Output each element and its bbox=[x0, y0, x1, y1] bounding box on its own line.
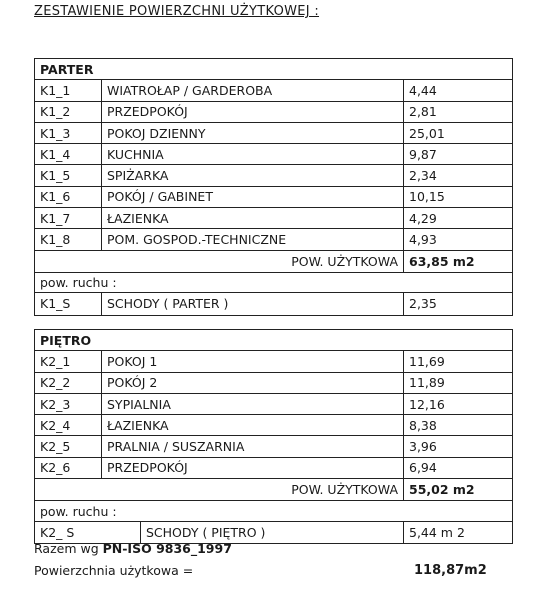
room-name: PRALNIA / SUSZARNIA bbox=[102, 436, 404, 456]
room-id: K2_4 bbox=[35, 415, 102, 435]
total-value: 118,87m2 bbox=[414, 563, 487, 578]
room-name: ŁAZIENKA bbox=[102, 208, 404, 228]
room-area: 4,93 bbox=[409, 232, 437, 248]
room-id: K1_1 bbox=[35, 80, 102, 100]
ruch-label: pow. ruchu : bbox=[40, 503, 117, 519]
room-id: K2_3 bbox=[35, 394, 102, 414]
room-area: 9,87 bbox=[409, 146, 437, 162]
table-row bbox=[35, 351, 512, 372]
room-area: 12,16 bbox=[409, 396, 445, 412]
table-row bbox=[35, 394, 512, 415]
room-name: POM. GOSPOD.-TECHNICZNE bbox=[102, 229, 404, 249]
room-name: ŁAZIENKA bbox=[102, 415, 404, 435]
room-area: 10,15 bbox=[409, 189, 445, 205]
ruch-label-row bbox=[35, 272, 512, 293]
total-label: Powierzchnia użytkowa = bbox=[34, 563, 194, 578]
room-area: 4,44 bbox=[409, 82, 437, 98]
parter-header: PARTER bbox=[40, 61, 94, 77]
room-name: POKÓJ 2 bbox=[102, 373, 404, 393]
sum-value: 63,85 m2 bbox=[409, 253, 475, 269]
room-id: K2_5 bbox=[35, 436, 102, 456]
room-area: 11,69 bbox=[409, 353, 445, 369]
room-id: K1_3 bbox=[35, 123, 102, 143]
table-row bbox=[35, 436, 512, 457]
table-row bbox=[35, 229, 512, 250]
razem-norm: PN-ISO 9836_1997 bbox=[102, 541, 232, 556]
pietro-table bbox=[34, 329, 513, 544]
table-row bbox=[35, 80, 512, 101]
room-name: PRZEDPOKÓJ bbox=[102, 458, 404, 478]
room-id: K1_5 bbox=[35, 165, 102, 185]
room-name: SPIŻARKA bbox=[102, 165, 404, 185]
room-name: WIATROŁAP / GARDEROBA bbox=[102, 80, 404, 100]
page-title: ZESTAWIENIE POWIERZCHNI UŻYTKOWEJ : bbox=[34, 4, 320, 19]
ruch-label: pow. ruchu : bbox=[40, 275, 117, 291]
room-area: 5,44 m 2 bbox=[409, 524, 465, 540]
room-name: SCHODY ( PARTER ) bbox=[102, 293, 404, 314]
room-area: 2,81 bbox=[409, 104, 437, 120]
room-id: K1_8 bbox=[35, 229, 102, 249]
room-area: 8,38 bbox=[409, 417, 437, 433]
pietro-header-row bbox=[35, 330, 512, 351]
table-row bbox=[35, 102, 512, 123]
room-name: PRZEDPOKÓJ bbox=[102, 102, 404, 122]
room-name: POKÓJ / GABINET bbox=[102, 187, 404, 207]
room-name: SCHODY ( PIĘTRO ) bbox=[141, 522, 404, 543]
razem-line bbox=[34, 541, 232, 556]
parter-table bbox=[34, 58, 513, 316]
room-id: K1_4 bbox=[35, 144, 102, 164]
table-row bbox=[35, 165, 512, 186]
room-id: K2_2 bbox=[35, 373, 102, 393]
room-area: 11,89 bbox=[409, 375, 445, 391]
room-id: K1_S bbox=[35, 293, 102, 314]
table-row bbox=[35, 187, 512, 208]
room-id: K2_6 bbox=[35, 458, 102, 478]
table-row bbox=[35, 144, 512, 165]
sum-value: 55,02 m2 bbox=[409, 482, 475, 498]
pietro-header: PIĘTRO bbox=[40, 332, 92, 348]
room-id: K2_1 bbox=[35, 351, 102, 371]
razem-prefix: Razem wg bbox=[34, 541, 99, 556]
table-row bbox=[35, 208, 512, 229]
table-row bbox=[35, 123, 512, 144]
sum-label: POW. UŻYTKOWA bbox=[35, 251, 404, 272]
table-row bbox=[35, 415, 512, 436]
table-row bbox=[35, 522, 512, 543]
room-id: K1_6 bbox=[35, 187, 102, 207]
room-name: KUCHNIA bbox=[102, 144, 404, 164]
room-id: K1_7 bbox=[35, 208, 102, 228]
room-area: 6,94 bbox=[409, 460, 437, 476]
room-name: SYPIALNIA bbox=[102, 394, 404, 414]
room-area: 4,29 bbox=[409, 210, 437, 226]
room-name: POKOJ 1 bbox=[102, 351, 404, 371]
table-row bbox=[35, 293, 512, 314]
room-area: 3,96 bbox=[409, 439, 437, 455]
room-name: POKOJ DZIENNY bbox=[102, 123, 404, 143]
room-id: K2_ S bbox=[35, 522, 141, 543]
parter-sum-row bbox=[35, 251, 512, 272]
table-row bbox=[35, 373, 512, 394]
room-area: 2,35 bbox=[409, 296, 437, 312]
ruch-label-row bbox=[35, 500, 512, 521]
parter-header-row bbox=[35, 59, 512, 80]
room-area: 2,34 bbox=[409, 168, 437, 184]
pietro-sum-row bbox=[35, 479, 512, 500]
table-row bbox=[35, 458, 512, 479]
sum-label: POW. UŻYTKOWA bbox=[35, 479, 404, 500]
room-area: 25,01 bbox=[409, 125, 445, 141]
room-id: K1_2 bbox=[35, 102, 102, 122]
